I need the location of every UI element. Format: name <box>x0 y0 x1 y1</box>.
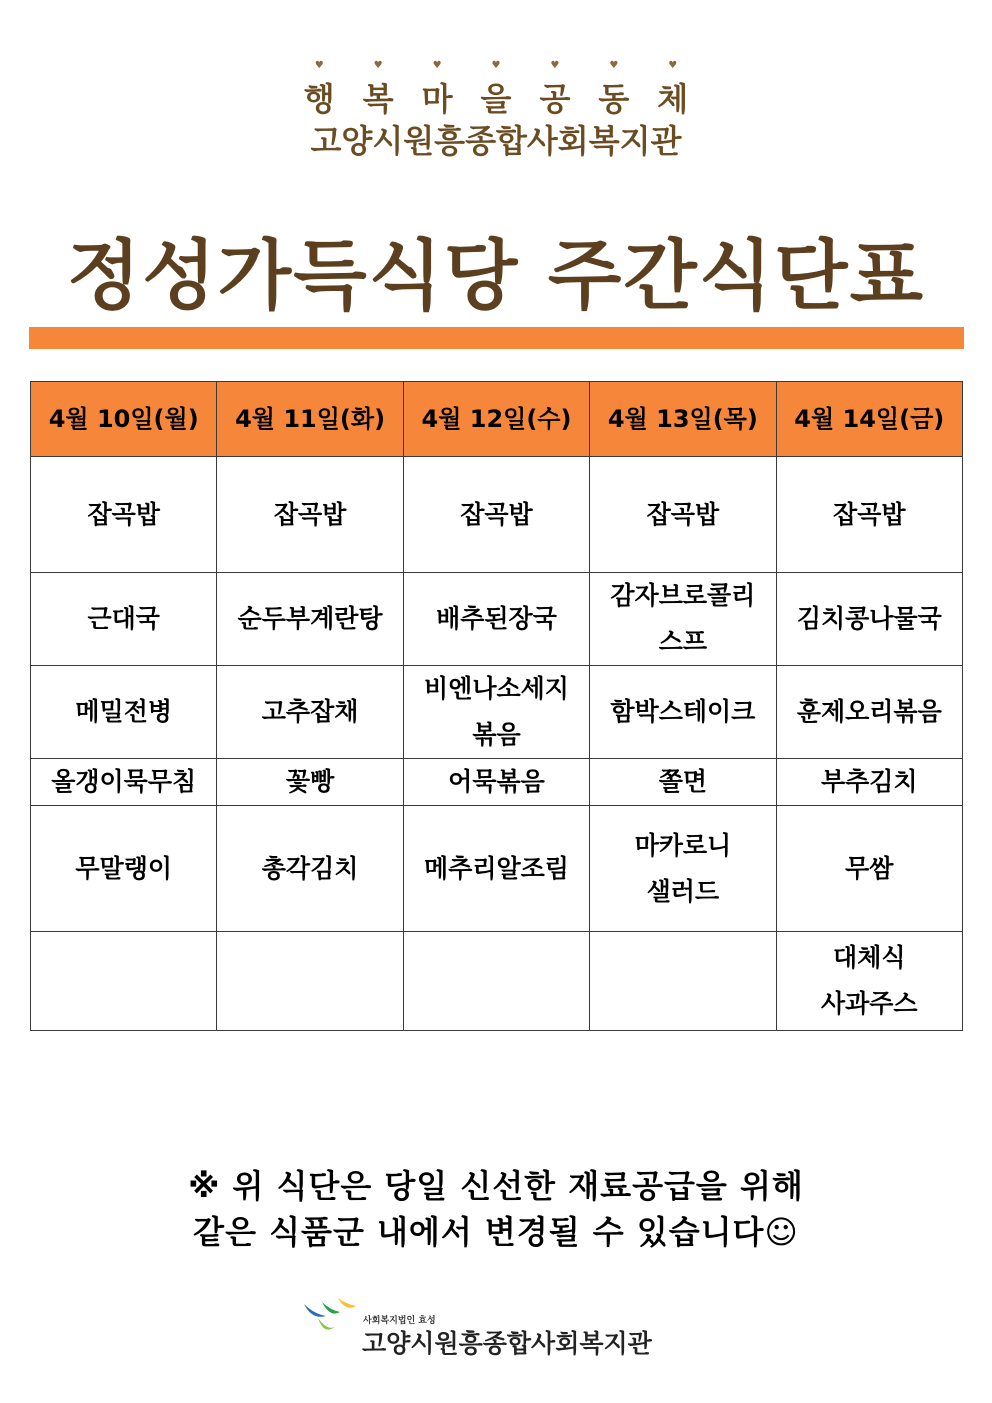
menu-cell: 잡곡밥 <box>776 457 962 573</box>
day-header: 4월 10일(월) <box>31 382 217 457</box>
menu-cell: 마카로니 샐러드 <box>590 806 776 932</box>
menu-row <box>31 932 963 1031</box>
menu-cell: 배추된장국 <box>403 573 589 666</box>
menu-cell: 잡곡밥 <box>590 457 776 573</box>
menu-cell: 잡곡밥 <box>403 457 589 573</box>
slogan-char: ♥ 마 <box>422 74 453 120</box>
day-header-row <box>31 382 963 457</box>
day-header: 4월 14일(금) <box>776 382 962 457</box>
logo-subtitle: 사회복지법인 효성 <box>363 1316 436 1326</box>
slogan-char: ♥ 동 <box>598 74 629 120</box>
menu-cell: 잡곡밥 <box>31 457 217 573</box>
menu-cell <box>217 932 403 1031</box>
menu-cell: 메밀전병 <box>31 666 217 759</box>
slogan-char: ♥ 복 <box>363 74 394 120</box>
menu-cell: 순두부계란탕 <box>217 573 403 666</box>
page-title: 정성가득식당 주간식단표 <box>66 231 926 320</box>
menu-cell: 어묵볶음 <box>403 759 589 806</box>
menu-cell: 훈제오리볶음 <box>776 666 962 759</box>
menu-cell: 감자브로콜리 스프 <box>590 573 776 666</box>
menu-cell <box>31 932 217 1031</box>
menu-row <box>31 573 963 666</box>
accent-bar <box>29 327 964 349</box>
menu-row <box>31 457 963 573</box>
menu-cell: 쫄면 <box>590 759 776 806</box>
slogan-char: ♥ 행 <box>304 74 335 120</box>
organization-logo <box>300 1296 680 1366</box>
menu-cell: 올갱이묵무침 <box>31 759 217 806</box>
menu-row <box>31 666 963 759</box>
day-header: 4월 13일(목) <box>590 382 776 457</box>
day-header: 4월 12일(수) <box>403 382 589 457</box>
weekly-menu-table <box>30 381 963 1031</box>
menu-cell: 근대국 <box>31 573 217 666</box>
slogan-char: ♥ 공 <box>539 74 570 120</box>
menu-cell <box>590 932 776 1031</box>
slogan <box>0 74 992 120</box>
menu-cell: 꽃빵 <box>217 759 403 806</box>
menu-cell: 무말랭이 <box>31 806 217 932</box>
menu-cell: 무쌈 <box>776 806 962 932</box>
menu-cell: 총각김치 <box>217 806 403 932</box>
menu-cell: 비엔나소세지 볶음 <box>403 666 589 759</box>
menu-cell <box>403 932 589 1031</box>
logo-mark-icon <box>300 1296 360 1341</box>
menu-row <box>31 806 963 932</box>
menu-cell: 잡곡밥 <box>217 457 403 573</box>
notice-line-1: ※ 위 식단은 당일 신선한 재료공급을 위해 <box>188 1167 804 1205</box>
notice-line-2: 같은 식품군 내에서 변경될 수 있습니다☺ <box>193 1213 799 1251</box>
menu-cell: 고추잡채 <box>217 666 403 759</box>
menu-cell: 대체식 사과주스 <box>776 932 962 1031</box>
slogan-char: ♥ 체 <box>657 74 688 120</box>
organization-name: 고양시원흥종합사회복지관 <box>310 122 682 160</box>
slogan-char: ♥ 을 <box>481 74 512 120</box>
menu-cell: 함박스테이크 <box>590 666 776 759</box>
day-header: 4월 11일(화) <box>217 382 403 457</box>
menu-row <box>31 759 963 806</box>
logo-name: 고양시원흥종합사회복지관 <box>362 1329 652 1358</box>
notice <box>0 1163 992 1255</box>
menu-cell: 김치콩나물국 <box>776 573 962 666</box>
menu-cell: 부추김치 <box>776 759 962 806</box>
menu-cell: 메추리알조림 <box>403 806 589 932</box>
